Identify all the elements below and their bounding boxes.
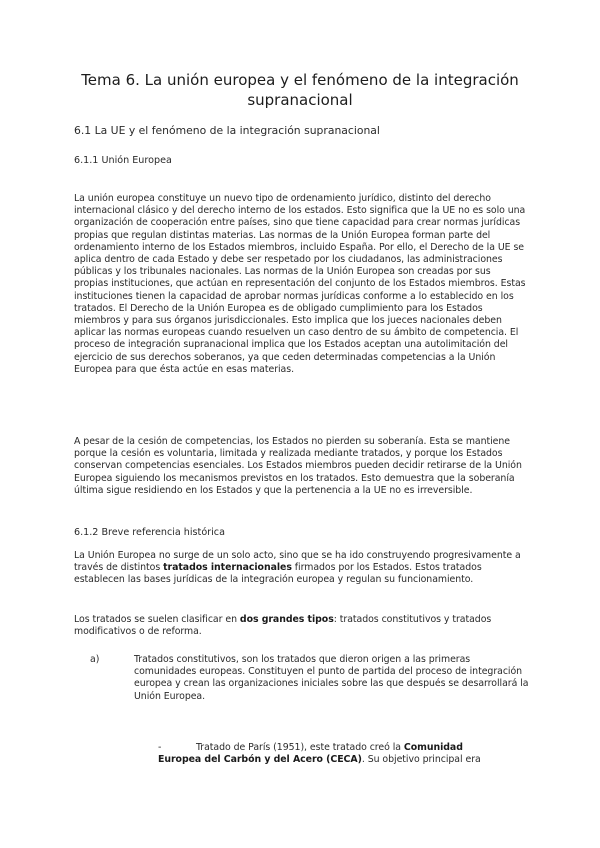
subsection-heading-union-europea: 6.1.1 Unión Europea [74,155,172,166]
subsection-heading-historia: 6.1.2 Breve referencia histórica [74,527,225,538]
bold-term-dos-grandes-tipos: dos grandes tipos [239,614,334,625]
paragraph-soberania: A pesar de la cesión de competencias, los Estados no pierden su soberanía. Esta se mantiene porque la cesión es voluntaria, limitada y realizada mediante tratados, y porque los Estados conservan competencias esenciales. Los Estados miembros pueden decidir retirarse de la Unión Europea siguiendo los mecanismos previstos en los tratados. Esto demuestra que la soberanía última sigue residiendo en los Estados y que la pertenencia a la UE no es irreversible. [74,436,522,496]
bold-term-tratados-internacionales: tratados internacionales [163,562,292,574]
section-heading: 6.1 La UE y el fenómeno de la integración supranacional [74,124,380,137]
dash-marker: - [158,742,162,753]
paragraph-clasificacion-tratados [74,614,526,638]
sub-list-item-text [158,742,503,766]
text-segment: Los tratados se suelen clasificar en [74,614,240,625]
bold-term-ceca: Comunidad Europea del Carbón y del Acero (CECA) [158,742,463,766]
document-title: Tema 6. La unión europea y el fenómeno de la integración supranacional [81,71,519,109]
text-segment: Tratado de París (1951), este tratado creó la [196,742,404,753]
text-segment: : tratados constitutivos y tratados modificativos o de reforma. [74,614,492,638]
text-segment: . Su objetivo principal era [361,754,481,766]
paragraph-ordenamiento-juridico: La unión europea constituye un nuevo tipo de ordenamiento jurídico, distinto del derecho internacional clásico y del derecho interno de los estados. Esto significa que la UE no es solo una organización de cooperación entre países, sino que tiene capacidad para crear normas jurídicas propias que regulan distintas materias. Las normas de la Unión Europea forman parte del ordenamiento interno de los Estados miembros, incluido España. Por ello, el Derecho de la UE se aplica dentro de cada Estado y debe ser respetado por los ciudadanos, las administraciones públicas y los tribunales nacionales. Las normas de la Unión Europea son creadas por sus propias instituciones, que actúan en representación del conjunto de los Estados miembros. Estas instituciones tienen la capacidad de aprobar normas jurídicas conforme a lo establecido en los tratados. El Derecho de la Unión Europea es de obligado cumplimiento para los Estados miembros y para sus órganos jurisdiccionales. Esto implica que los jueces nacionales deben aplicar las normas europeas cuando resuelven un caso dentro de su ámbito de competencia. El proceso de integración supranacional implica que los Estados aceptan una autolimitación del ejercicio de sus derechos soberanos, ya que ceden determinadas competencias a la Unión Europea para que ésta actúe en esas materias. [74,193,526,375]
paragraph-tratados-internacionales [74,550,526,587]
text-segment: La Unión Europea no surge de un solo acto, sino que se ha ido construyendo progresivamente a través de distintos [74,550,521,574]
list-marker: a) [90,654,100,665]
text-segment: firmados por los Estados. Estos tratados establecen las bases jurídicas de la integración europea y regulan su funcionamiento. [74,562,482,586]
list-item-text: Tratados constitutivos, son los tratados que dieron origen a las primeras comunidades europeas. Constituyen el punto de partida del proceso de integración europea y crean las organizaciones iniciales sobre las que después se desarrollará la Unión Europea. [134,654,529,702]
